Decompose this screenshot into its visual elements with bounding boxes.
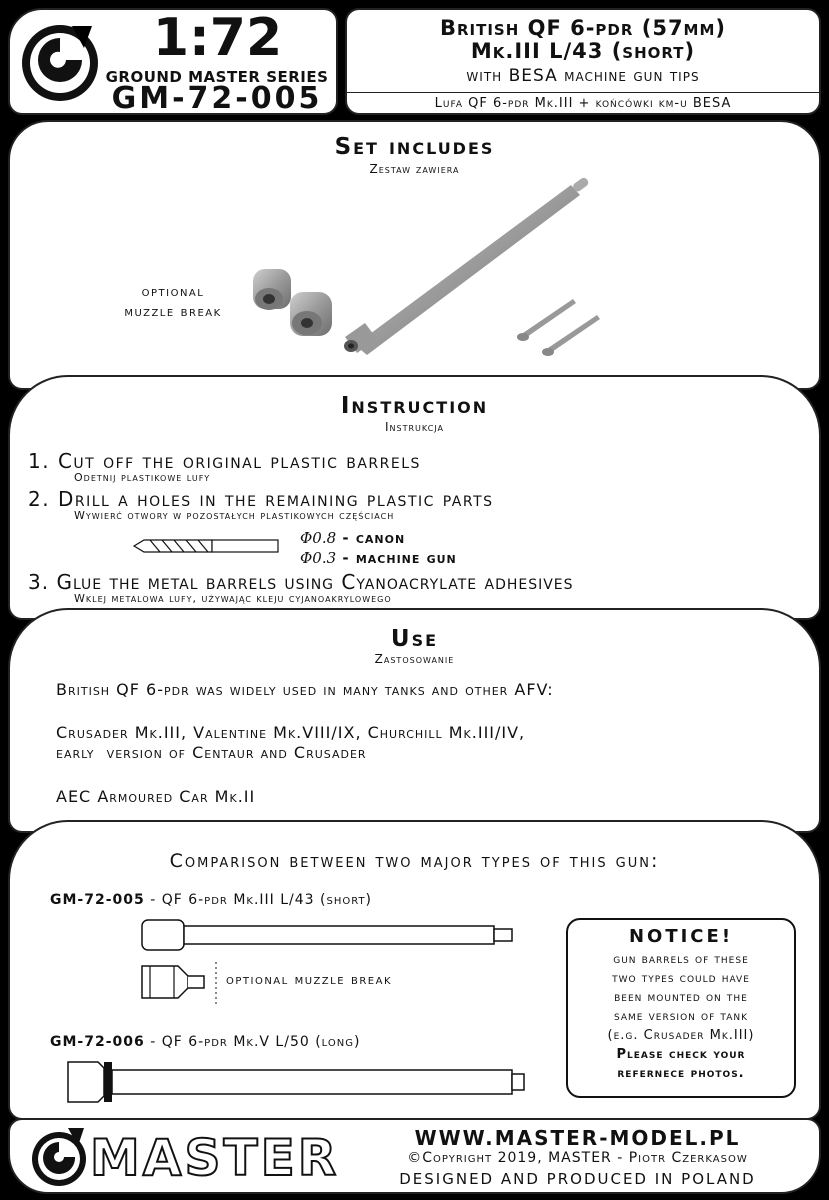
optional-label-2: muzzle break — [124, 304, 222, 320]
step-2-polish: Wywierć otwory w pozostałych plastikowych częściach — [74, 509, 395, 522]
product-code: GM-72-005 — [111, 81, 323, 116]
footer-panel — [8, 1118, 821, 1194]
use-intro: British QF 6-pdr was widely used in many tanks and other AFV: — [56, 680, 554, 699]
notice-line-6: Please check your — [616, 1047, 746, 1062]
use-heading: Use — [390, 626, 439, 652]
notice-line-3: been mounted on the — [614, 990, 748, 1005]
notice-title: NOTICE! — [628, 926, 734, 947]
title-line-1: British QF 6-pdr (57mm) — [439, 16, 727, 40]
scale-text: 1:72 — [152, 8, 283, 68]
step-2-number: 2. — [28, 487, 51, 511]
instruction-heading: Instruction — [340, 393, 489, 419]
step-3-number: 3. — [28, 570, 50, 594]
set-includes-panel — [8, 120, 821, 390]
muzzle-break-part-2 — [290, 292, 332, 336]
use-panel — [8, 608, 821, 833]
step-3 — [28, 570, 574, 594]
drill-size-1-value: Φ0.8 — [300, 529, 337, 547]
footer-url[interactable]: WWW.MASTER-MODEL.PL — [414, 1126, 741, 1150]
muzzle-break-part-1 — [253, 269, 291, 310]
step-1-text: Cut off the original plastic barrels — [57, 449, 421, 473]
footer-copyright: ©Copyright 2019, MASTER - Piotr Czerkasow — [407, 1150, 748, 1166]
drill-size-2-label: - machine gun — [336, 549, 457, 567]
step-3-polish: Wklej metalowa lufy, używając kleju cyjanoakrylowego — [74, 592, 392, 605]
gun2-label — [50, 1034, 360, 1050]
mg-tip-part-1 — [517, 299, 576, 341]
footer-designed: DESIGNED AND PRODUCED IN POLAND — [399, 1170, 756, 1188]
drill-size-2 — [300, 549, 457, 567]
comparison-heading: Comparison between two major types of this gun: — [169, 850, 660, 872]
title-divider — [347, 92, 819, 93]
notice-line-5: (e.g. Crusader Mk.III) — [607, 1028, 755, 1043]
step-1-polish: Odetnij plastikowe lufy — [74, 471, 211, 484]
mg-tip-part-2 — [542, 315, 600, 356]
title-line-2: Mk.III L/43 (short) — [470, 39, 696, 63]
series-text: GROUND MASTER SERIES — [105, 68, 329, 86]
notice-line-2: two types could have — [612, 971, 750, 986]
comparison-panel — [8, 820, 821, 1120]
footer-logo-icon — [28, 1126, 90, 1188]
gun1-label — [50, 892, 372, 908]
title-polish: Lufa QF 6-pdr Mk.III + końcówki km-u BESA — [434, 96, 732, 111]
header-left-panel — [8, 8, 338, 115]
footer-brand: MASTER — [90, 1129, 340, 1187]
gun1-code: GM-72-005 — [50, 892, 145, 908]
gun1-desc: - QF 6-pdr Mk.III L/43 (short) — [144, 892, 373, 908]
gun2-drawing — [62, 1056, 532, 1106]
drill-bit-icon — [132, 537, 282, 555]
step-2 — [28, 487, 494, 511]
gun1-drawing — [138, 918, 518, 1008]
step-2-text: Drill a holes in the remaining plastic parts — [57, 487, 494, 511]
main-barrel-part — [344, 177, 590, 355]
use-vehicles-line-1: Crusader Mk.III, Valentine Mk.VIII/IX, Churchill Mk.III/IV, — [56, 723, 526, 742]
notice-line-1: gun barrels of these — [613, 952, 749, 967]
instruction-panel — [8, 375, 821, 620]
step-3-text: Glue the metal barrels using Cyanoacrylate adhesives — [56, 570, 574, 594]
step-1 — [28, 449, 421, 473]
header-right-panel — [345, 8, 821, 115]
gun2-code: GM-72-006 — [50, 1034, 145, 1050]
drill-size-1-label: - canon — [336, 529, 406, 547]
notice-line-4: same version of tank — [613, 1009, 749, 1024]
use-vehicles-line-3: AEC Armoured Car Mk.II — [56, 787, 256, 806]
drill-size-1 — [300, 529, 405, 547]
master-logo-icon — [20, 18, 100, 108]
gun2-desc: - QF 6-pdr Mk.V L/50 (long) — [144, 1034, 361, 1050]
step-1-number: 1. — [28, 449, 51, 473]
optional-label-1: optional — [141, 284, 205, 300]
drill-size-2-value: Φ0.3 — [300, 549, 337, 567]
set-includes-heading: Set includes — [334, 134, 495, 160]
parts-illustration — [245, 177, 605, 367]
notice-line-7: refernece photos. — [617, 1066, 745, 1081]
notice-box — [566, 918, 796, 1098]
comparison-optional-label: optional muzzle break — [226, 972, 393, 988]
set-includes-subheading: Zestaw zawiera — [369, 162, 460, 176]
title-line-3: with BESA machine gun tips — [466, 66, 700, 86]
use-subheading: Zastosowanie — [374, 652, 455, 666]
instruction-subheading: Instrukcja — [385, 420, 444, 434]
use-vehicles-line-2: early version of Centaur and Crusader — [56, 743, 367, 762]
